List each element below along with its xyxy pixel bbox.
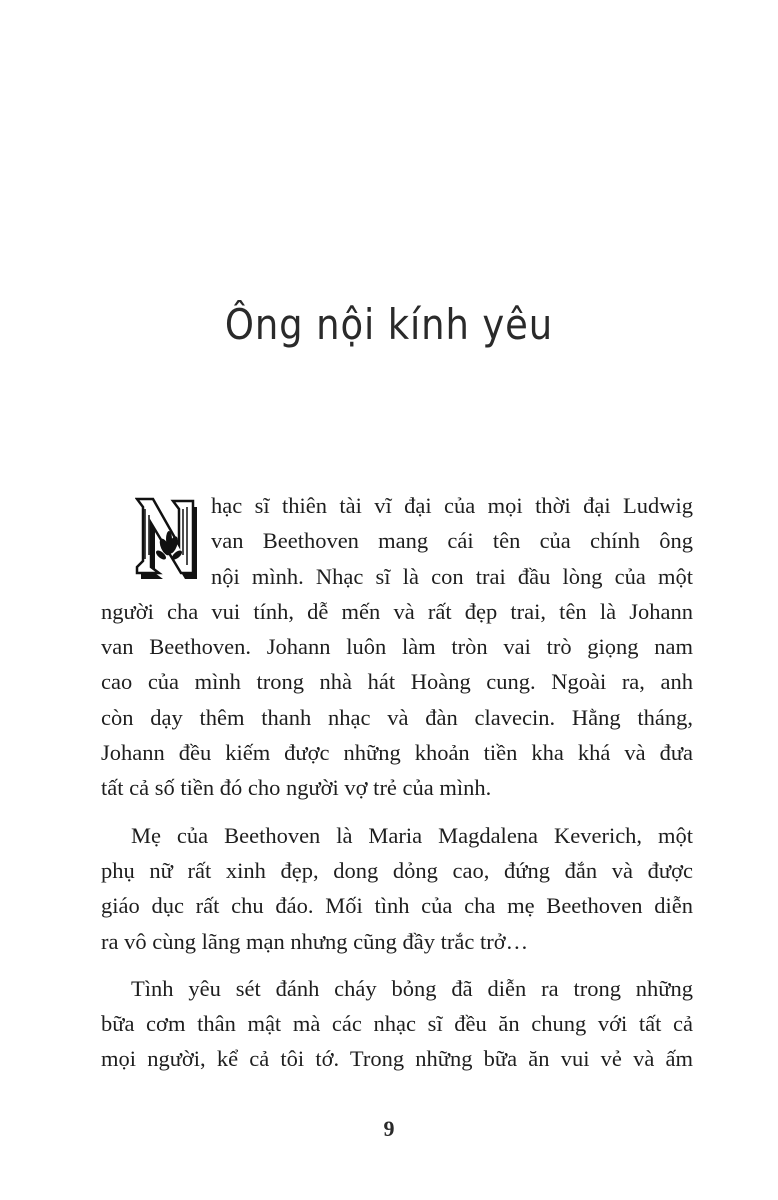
text-line: ra vô cùng lãng mạn nhưng cũng đầy trắc trở… <box>101 928 529 954</box>
text-line: phụ nữ rất xinh đẹp, dong dỏng cao, đứng đắn và được <box>101 857 693 883</box>
text-line: van Beethoven. Johann luôn làm tròn vai trò giọng nam <box>101 634 693 660</box>
chapter-title: Ông nội kính yêu <box>224 300 554 349</box>
body-text <box>101 488 693 1077</box>
text-line: van Beethoven mang cái tên của chính ông <box>211 528 693 554</box>
paragraph-1 <box>101 488 693 806</box>
text-line: người cha vui tính, dễ mến và rất đẹp trai, tên là Johann <box>101 598 693 624</box>
text-line: hạc sĩ thiên tài vĩ đại của mọi thời đại Ludwig <box>211 493 693 518</box>
text-line: Tình yêu sét đánh cháy bỏng đã diễn ra trong những <box>131 975 693 1001</box>
text-line: Mẹ của Beethoven là Maria Magdalena Keverich, một <box>131 822 693 848</box>
paragraph-2 <box>101 818 693 959</box>
text-line: Johann đều kiếm được những khoản tiền kha khá và đưa <box>101 740 693 766</box>
text-line: tất cả số tiền đó cho người vợ trẻ của mình. <box>101 775 492 801</box>
text-line: cao của mình trong nhà hát Hoàng cung. Ngoài ra, anh <box>101 669 693 695</box>
paragraph-3 <box>101 971 693 1077</box>
text-line: giáo dục rất chu đáo. Mối tình của cha mẹ Beethoven diễn <box>101 893 693 919</box>
text-line: nội mình. Nhạc sĩ là con trai đầu lòng của một <box>211 563 693 589</box>
page-number: 9 <box>383 1116 395 1141</box>
text-line: mọi người, kể cả tôi tớ. Trong những bữa ăn vui vẻ và ấm <box>101 1046 693 1072</box>
text-line: còn dạy thêm thanh nhạc và đàn clavecin. Hằng tháng, <box>101 704 693 730</box>
text-line: bữa cơm thân mật mà các nhạc sĩ đều ăn chung với tất cả <box>101 1011 693 1037</box>
